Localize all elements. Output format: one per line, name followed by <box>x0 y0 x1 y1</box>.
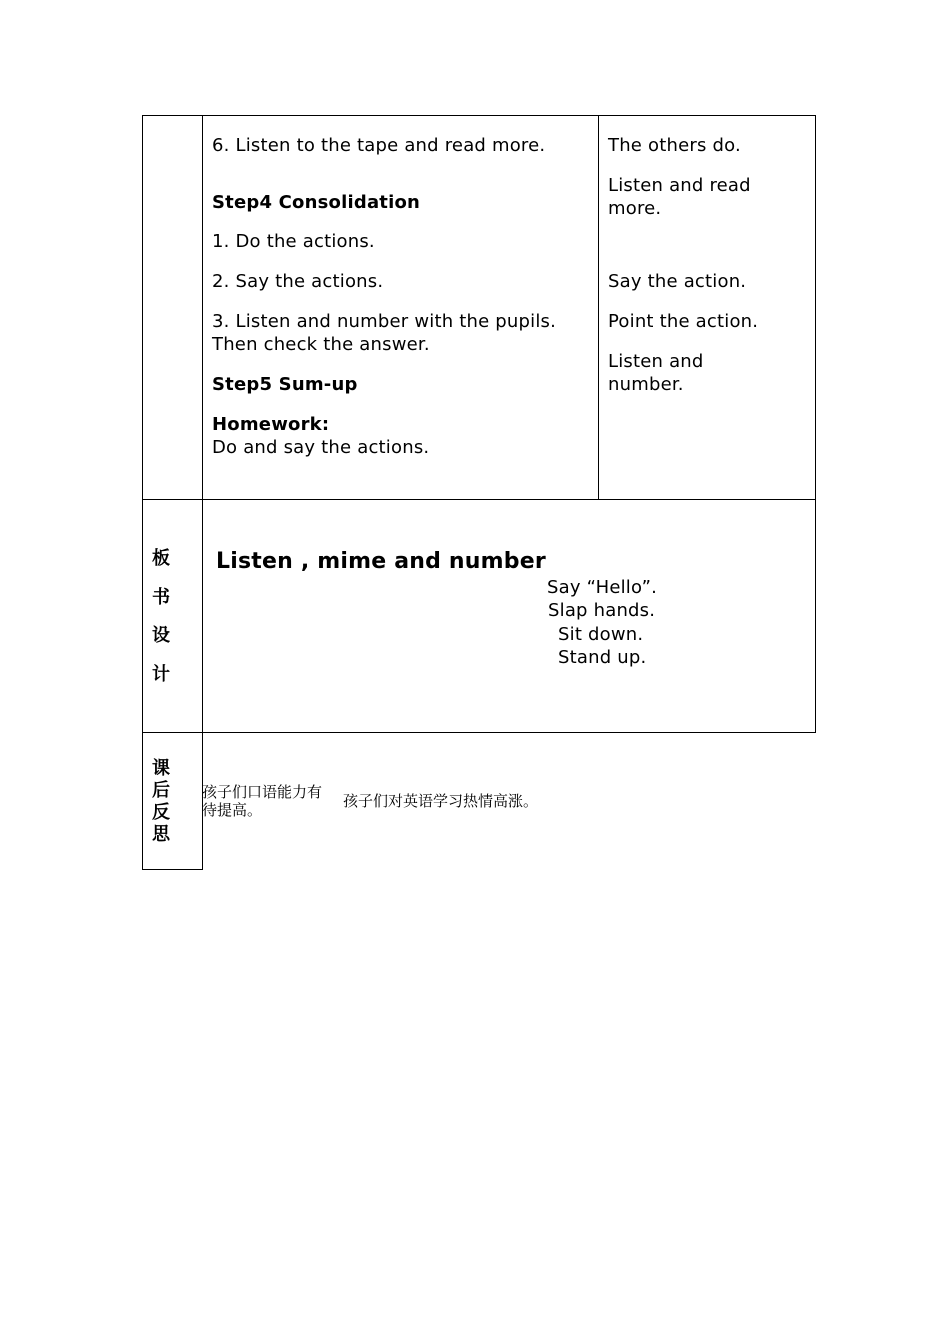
table-right-border <box>815 115 816 733</box>
reflection-note-1-line-2: 待提高。 <box>202 801 263 819</box>
row-divider-1 <box>142 499 816 500</box>
step-say-actions: 2. Say the actions. <box>212 271 384 292</box>
table-bottom-border <box>142 869 203 870</box>
board-label-char: 计 <box>152 664 170 685</box>
step4-heading: Step4 Consolidation <box>212 192 421 213</box>
board-line-stand-up: Stand up. <box>558 647 647 668</box>
reflection-note-1-line-1: 孩子们口语能力有 <box>202 783 323 801</box>
board-label-char: 书 <box>152 587 170 608</box>
step-listen-number: 3. Listen and number with the pupils. <box>212 311 557 332</box>
board-line-slap-hands: Slap hands. <box>548 600 656 621</box>
activity-others-do: The others do. <box>608 135 741 156</box>
homework-heading: Homework: <box>212 414 330 435</box>
homework-text: Do and say the actions. <box>212 437 430 458</box>
activity-column-divider <box>598 115 599 500</box>
table-top-border <box>142 115 816 116</box>
activity-listen-number-1: Listen and <box>608 351 704 372</box>
reflection-label-char: 思 <box>152 824 170 845</box>
board-label-char: 板 <box>152 548 170 569</box>
reflection-label-char: 反 <box>152 802 170 823</box>
reflection-note-2: 孩子们对英语学习热情高涨。 <box>343 792 539 810</box>
activity-listen-number-2: number. <box>608 374 684 395</box>
board-line-say-hello: Say “Hello”. <box>547 577 658 598</box>
step-listen-tape: 6. Listen to the tape and read more. <box>212 135 546 156</box>
activity-listen-read-1: Listen and read <box>608 175 751 196</box>
table-left-border <box>142 115 143 870</box>
activity-say-action: Say the action. <box>608 271 747 292</box>
label-column-divider <box>202 115 203 870</box>
row-divider-2 <box>142 732 816 733</box>
activity-point-action: Point the action. <box>608 311 759 332</box>
step-check-answer: Then check the answer. <box>212 334 430 355</box>
board-label-char: 设 <box>152 625 170 646</box>
reflection-label-char: 课 <box>152 758 170 779</box>
reflection-label-char: 后 <box>152 780 170 801</box>
activity-listen-read-2: more. <box>608 198 662 219</box>
step-do-actions: 1. Do the actions. <box>212 231 375 252</box>
step5-heading: Step5 Sum-up <box>212 374 358 395</box>
board-title: Listen , mime and number <box>216 549 546 574</box>
board-line-sit-down: Sit down. <box>558 624 644 645</box>
